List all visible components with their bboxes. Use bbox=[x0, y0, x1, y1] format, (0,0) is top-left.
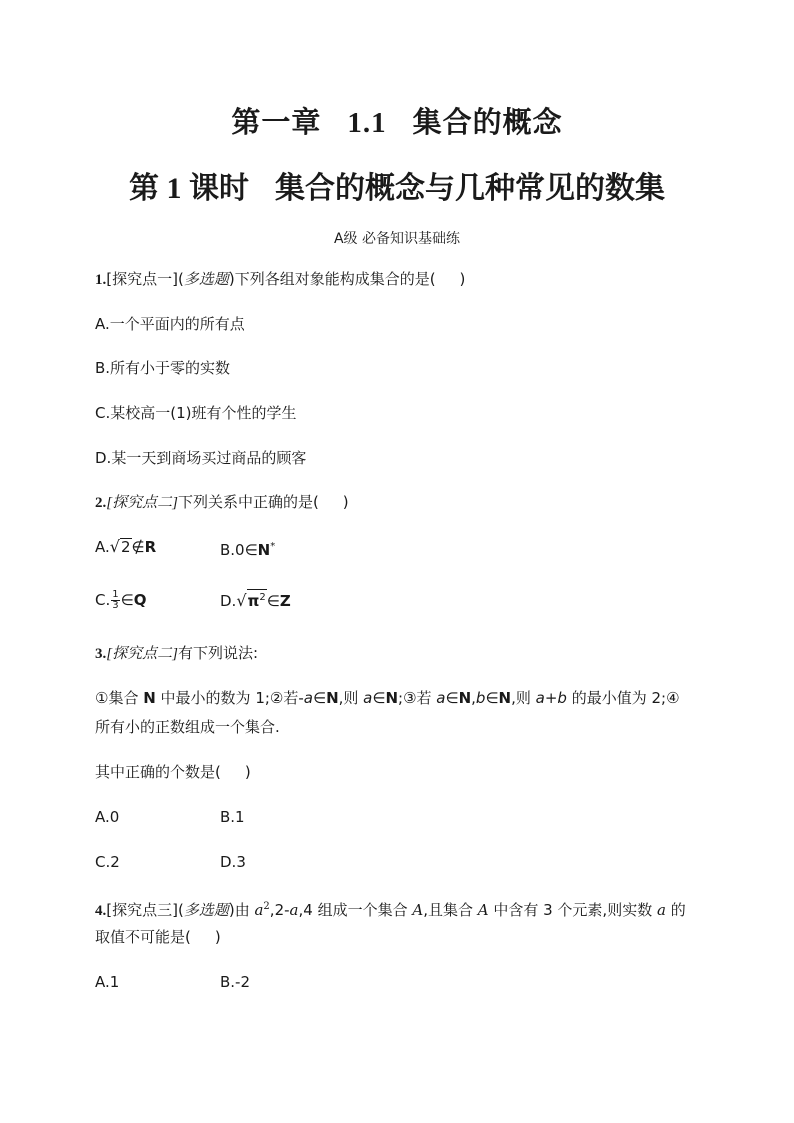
question-2-text: 下列关系中正确的是( bbox=[177, 493, 319, 511]
sqrt-radicand: $\pi^2$ bbox=[247, 589, 267, 609]
question-2-option-c: C. $\frac{1}{3}$ ∈Q bbox=[95, 589, 147, 611]
question-2-tag: [探究点二] bbox=[106, 495, 178, 511]
question-3-ask: 其中正确的个数是( ) bbox=[95, 763, 251, 781]
question-3-statements-line-1: ①集合 N 中最小的数为 1;②若-a∈N,则 a∈N;③若 a∈N,b∈N,则 a+b 的最小值为 2;④ bbox=[95, 689, 680, 707]
sqrt-radicand: 2 bbox=[120, 538, 131, 556]
section-title: 集合的概念 bbox=[412, 105, 563, 139]
question-3-option-c: C.2 bbox=[95, 853, 120, 871]
lesson-suffix: 课时 bbox=[189, 171, 249, 206]
question-2-option-a: A.√2∉R bbox=[95, 537, 157, 556]
question-1-option-d: D.某一天到商场买过商品的顾客 bbox=[95, 449, 307, 467]
question-1-option-c: C.某校高一(1)班有个性的学生 bbox=[95, 404, 297, 422]
question-3-statements-line-2: 所有小的正数组成一个集合. bbox=[95, 718, 280, 736]
question-3-option-a: A.0 bbox=[95, 808, 120, 826]
level-heading: A级 必备知识基础练 bbox=[333, 231, 461, 247]
question-4-number: 4. bbox=[95, 903, 107, 919]
question-3-stem bbox=[95, 642, 258, 665]
question-1-number: 1. bbox=[95, 272, 107, 288]
question-1-text: 下列各组对象能构成集合的是( bbox=[234, 270, 436, 288]
question-3-tag: [探究点二] bbox=[106, 646, 178, 662]
question-1-option-b: B.所有小于零的实数 bbox=[95, 359, 231, 377]
chapter-title bbox=[0, 100, 794, 141]
question-2-number: 2. bbox=[95, 495, 107, 511]
question-3-number: 3. bbox=[95, 646, 107, 662]
question-4-option-a: A.1 bbox=[95, 973, 120, 991]
question-4-stem-line-2: 取值不可能是( ) bbox=[95, 928, 221, 946]
question-2-stem: 2.[探究点二]下列关系中正确的是( ) bbox=[95, 493, 349, 511]
question-4-stem: 4.[探究点三](多选题)由 $a^2,2-a,4$ 组成一个集合 A,且集合 A 中含有 3 个元素,则实数 a 的 bbox=[95, 901, 686, 919]
question-1-option-a: A.一个平面内的所有点 bbox=[95, 315, 245, 333]
question-1-tag: 多选题 bbox=[183, 272, 229, 288]
question-3-text: 有下列说法: bbox=[177, 644, 258, 662]
question-4-tag: 多选题 bbox=[183, 903, 229, 919]
lesson-topic: 集合的概念与几种常见的数集 bbox=[275, 171, 665, 206]
chapter-label: 第一章 bbox=[231, 105, 322, 139]
lesson-title bbox=[0, 163, 794, 207]
section-number: 1.1 bbox=[347, 107, 387, 139]
lesson-prefix: 第 bbox=[129, 171, 159, 206]
question-3-option-d: D.3 bbox=[220, 853, 246, 871]
question-4-option-b: B.-2 bbox=[220, 973, 251, 991]
question-2-option-d: $D.√\pi^2\in Z$ bbox=[220, 591, 291, 610]
lesson-number: 1 bbox=[166, 172, 182, 205]
question-1-stem: 1.[探究点一](多选题)下列各组对象能构成集合的是( ) bbox=[95, 270, 466, 288]
question-3-option-b: B.1 bbox=[220, 808, 245, 826]
question-2-option-b: B.0∈N* bbox=[220, 541, 276, 559]
fraction: $\frac{1}{3}$ bbox=[112, 589, 119, 611]
